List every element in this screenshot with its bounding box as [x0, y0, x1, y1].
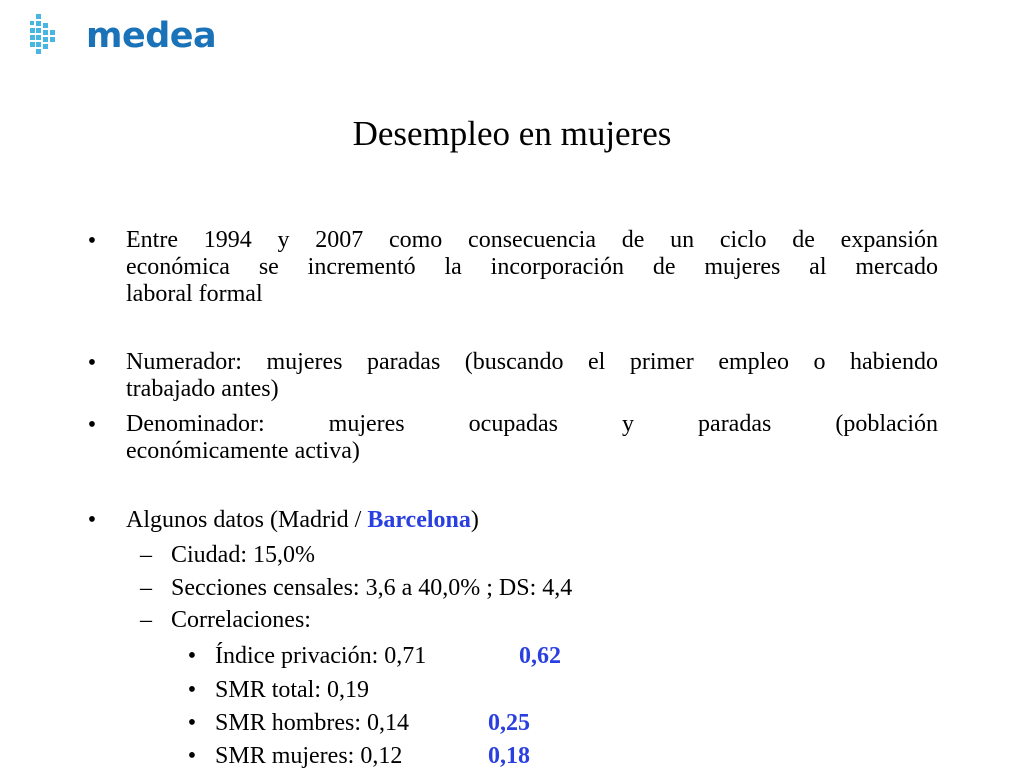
barcelona-highlight: Barcelona	[367, 507, 471, 533]
sub-item-text: Ciudad: 15,0%	[171, 542, 315, 568]
bullet-icon: •	[87, 350, 97, 376]
corr-value-barcelona: 0,25	[488, 710, 530, 736]
bullet-icon: •	[87, 412, 97, 438]
corr-value-barcelona: 0,18	[488, 743, 530, 769]
corr-label: SMR total: 0,19	[215, 677, 370, 703]
bullet-icon: •	[187, 677, 197, 703]
corr-label: Índice privación: 0,71	[215, 643, 427, 669]
bullet-icon: •	[187, 743, 197, 769]
corr-label: SMR mujeres: 0,12	[215, 743, 403, 769]
bullet-text-line: Entre 1994 y 2007 como consecuencia de un ciclo de expansión	[126, 227, 938, 253]
bullet-text-suffix: )	[470, 507, 479, 533]
bullet-text-line: económica se incrementó la incorporación de mujeres al mercado	[126, 254, 938, 280]
medea-logo	[28, 12, 217, 60]
bullet-icon: •	[87, 228, 97, 254]
corr-value-barcelona: 0,62	[519, 643, 561, 669]
bullet-text-line: económicamente activa)	[126, 438, 360, 464]
bullet-icon: •	[187, 710, 197, 736]
bullet-text-line: laboral formal	[126, 281, 263, 307]
bullet-text-line: trabajado antes)	[126, 376, 279, 402]
slash-separator: /	[348, 507, 368, 533]
page-title: Desempleo en mujeres	[352, 114, 672, 153]
bullet-text: Algunos datos (Madrid	[126, 507, 349, 533]
bullet-text-line: Denominador: mujeres ocupadas y paradas (población	[126, 411, 938, 437]
dash-icon: –	[140, 542, 152, 568]
medea-dots-icon	[28, 12, 58, 60]
dash-icon: –	[140, 607, 152, 633]
bullet-icon: •	[87, 507, 97, 533]
medea-logo-text: medea	[86, 16, 217, 56]
sub-item-text: Secciones censales: 3,6 a 40,0% ; DS: 4,4	[171, 575, 573, 601]
bullet-icon: •	[187, 643, 197, 669]
bullet-text-line: Numerador: mujeres paradas (buscando el primer empleo o habiendo	[126, 349, 938, 375]
corr-label: SMR hombres: 0,14	[215, 710, 410, 736]
dash-icon: –	[140, 575, 152, 601]
sub-item-text: Correlaciones:	[171, 607, 311, 633]
